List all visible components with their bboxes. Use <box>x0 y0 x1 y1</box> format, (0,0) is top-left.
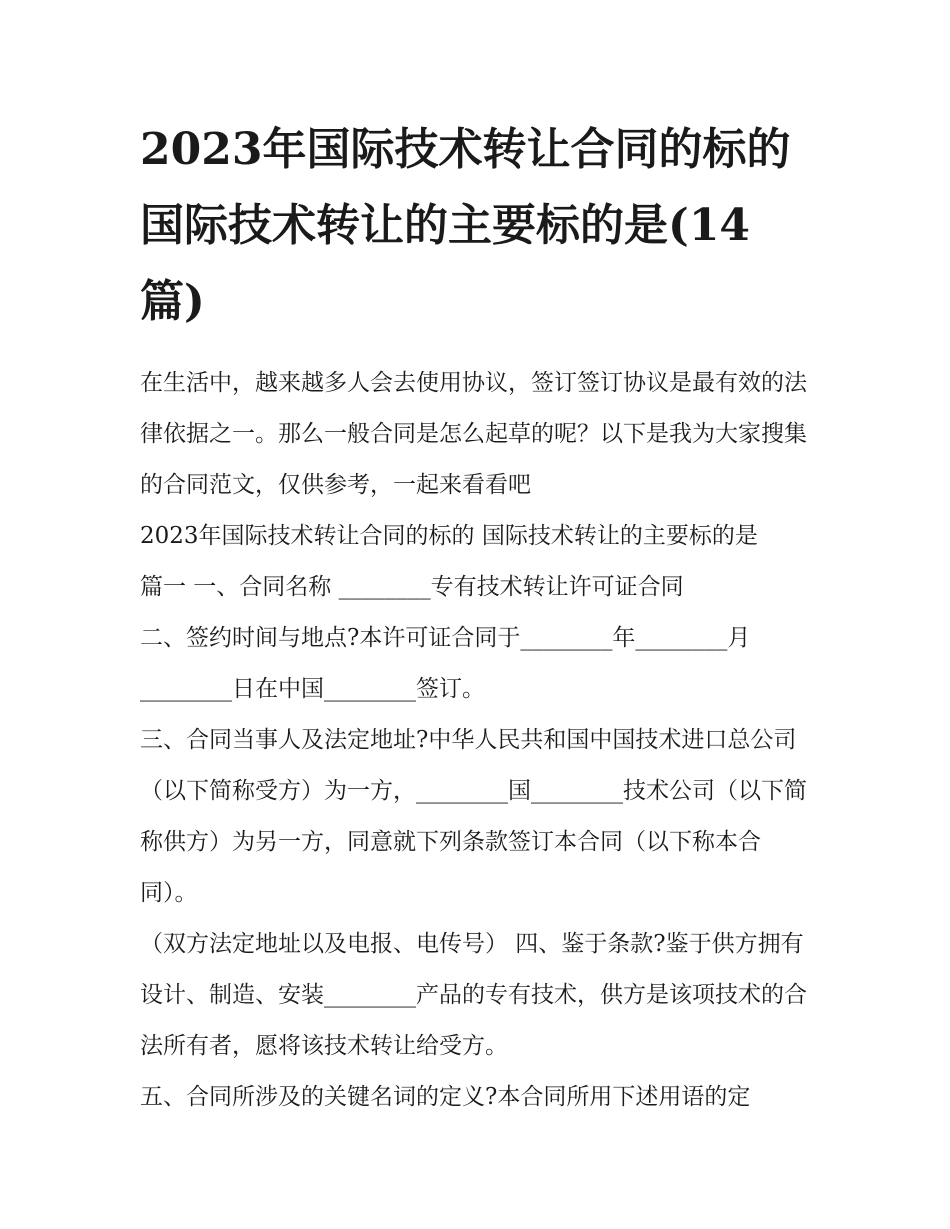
paragraph-contract-name: 篇一 一、合同名称 ________专有技术转让许可证合同 <box>140 574 684 600</box>
document-page <box>140 112 812 1123</box>
paragraph-signing-time-place: 二、签约时间与地点?本许可证合同于________年________月________日在中国________签订。 <box>140 625 751 702</box>
paragraph-subtitle: 2023年国际技术转让合同的标的 国际技术转让的主要标的是 <box>140 523 758 549</box>
paragraph-recitals: （双方法定地址以及电报、电传号） 四、鉴于条款?鉴于供方拥有设计、制造、安装________产品的专有技术，供方是该项技术的合法所有者，愿将该技术转让给受方。 <box>140 931 807 1059</box>
document-title: 2023年国际技术转让合同的标的 国际技术转让的主要标的是(14篇) <box>140 124 791 327</box>
paragraph-parties-address: 三、合同当事人及法定地址?中华人民共和国中国技术进口总公司（以下简称受方）为一方，________国________技术公司（以下简称供方）为另一方，同意就下列条款签订本合同（以下称本合同）。 <box>140 727 807 906</box>
document-body <box>140 358 812 1123</box>
paragraph-definitions: 五、合同所涉及的关键名词的定义?本合同所用下述用语的定 <box>140 1084 751 1110</box>
paragraph-intro: 在生活中，越来越多人会去使用协议，签订签订协议是最有效的法律依据之一。那么一般合同是怎么起草的呢？以下是我为大家搜集的合同范文，仅供参考，一起来看看吧 <box>140 370 807 498</box>
